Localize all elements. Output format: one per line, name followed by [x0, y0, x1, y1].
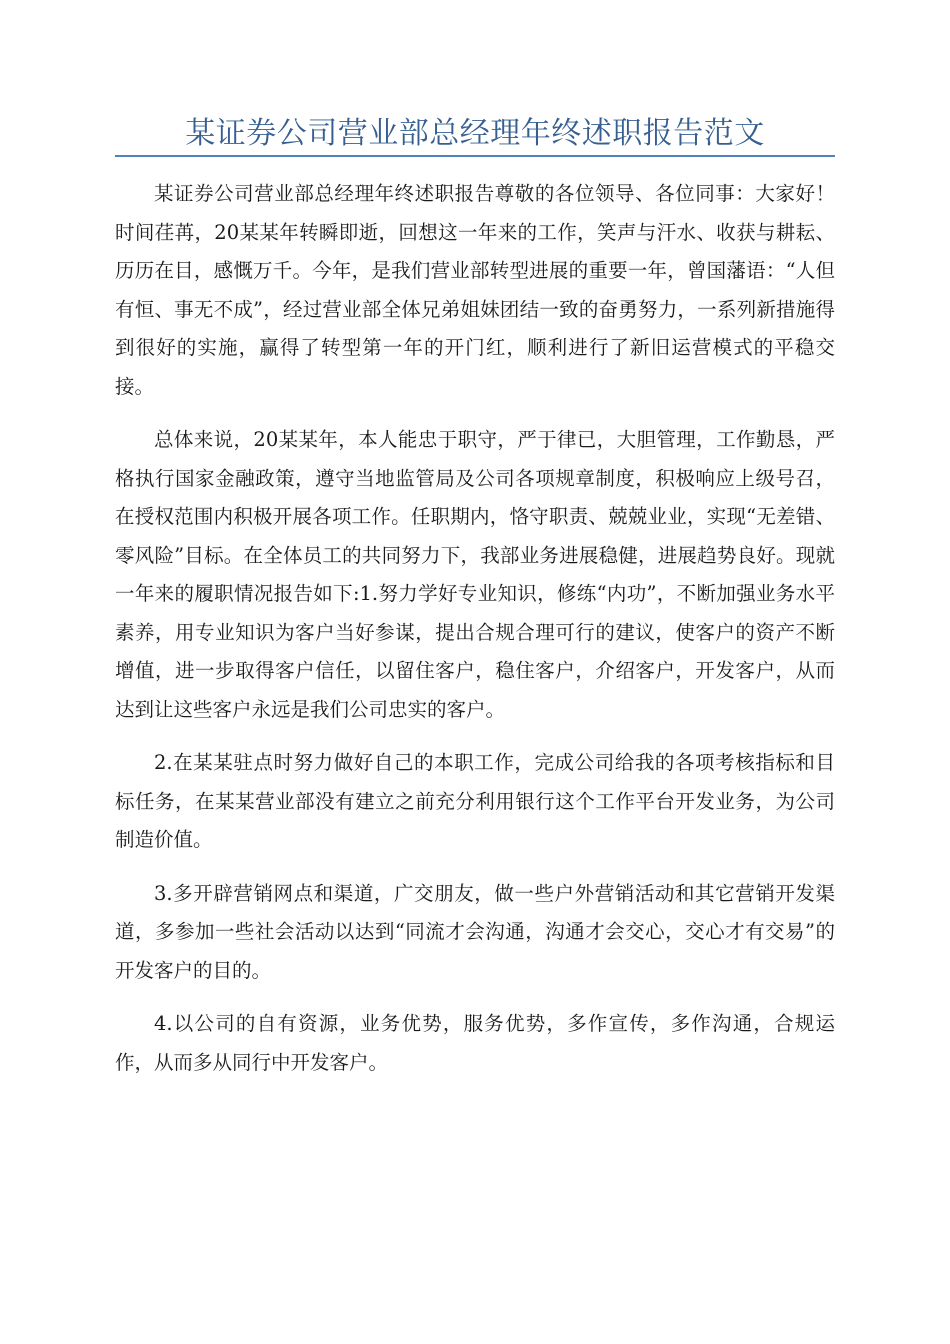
paragraph-item-2: 2.在某某驻点时努力做好自己的本职工作，完成公司给我的各项考核指标和目标任务，在某某营业部没有建立之前充分利用银行这个工作平台开发业务，为公司制造价值。	[115, 751, 835, 851]
paragraph-intro: 某证券公司营业部总经理年终述职报告尊敬的各位领导、各位同事：大家好！ 时间荏苒，20某某年转瞬即逝，回想这一年来的工作，笑声与汗水、收获与耕耘、历历在目，感慨万千。今年，是我们营业部转型进展的重要一年，曾国藩语：“人但有恒、事无不成”，经过营业部全体兄弟姐妹团结一致的奋勇努力，一系列新措施得到很好的实施，赢得了转型第一年的开门红，顺利进行了新旧运营模式的平稳交接。	[115, 182, 855, 398]
paragraph-item-3: 3.多开辟营销网点和渠道，广交朋友，做一些户外营销活动和其它营销开发渠道，多参加一些社会活动以达到“同流才会沟通，沟通才会交心，交心才有交易”的开发客户的目的。	[115, 881, 835, 982]
title-underline	[115, 155, 835, 157]
document-body	[115, 175, 855, 1097]
document-title: 某证券公司营业部总经理年终述职报告范文	[185, 116, 765, 151]
paragraph-item-4: 4.以公司的自有资源，业务优势，服务优势，多作宣传，多作沟通，合规运作，从而多从同行中开发客户。	[115, 1012, 835, 1074]
paragraph-summary: 总体来说，20某某年，本人能忠于职守，严于律已，大胆管理，工作勤恳，严格执行国家金融政策，遵守当地监管局及公司各项规章制度，积极响应上级号召，在授权范围内积极开展各项工作。任职期内，恪守职责、兢兢业业，实现“无差错、零风险”目标。在全体员工的共同努力下，我部业务进展稳健，进展趋势良好。现就一年来的履职情况报告如下:1.努力学好专业知识，修练“内功”，不断加强业务水平素养，用专业知识为客户当好参谋，提出合规合理可行的建议，使客户的资产不断增值，进一步取得客户信任，以留住客户，稳住客户，介绍客户，开发客户，从而达到让这些客户永远是我们公司忠实的客户。	[115, 428, 835, 721]
